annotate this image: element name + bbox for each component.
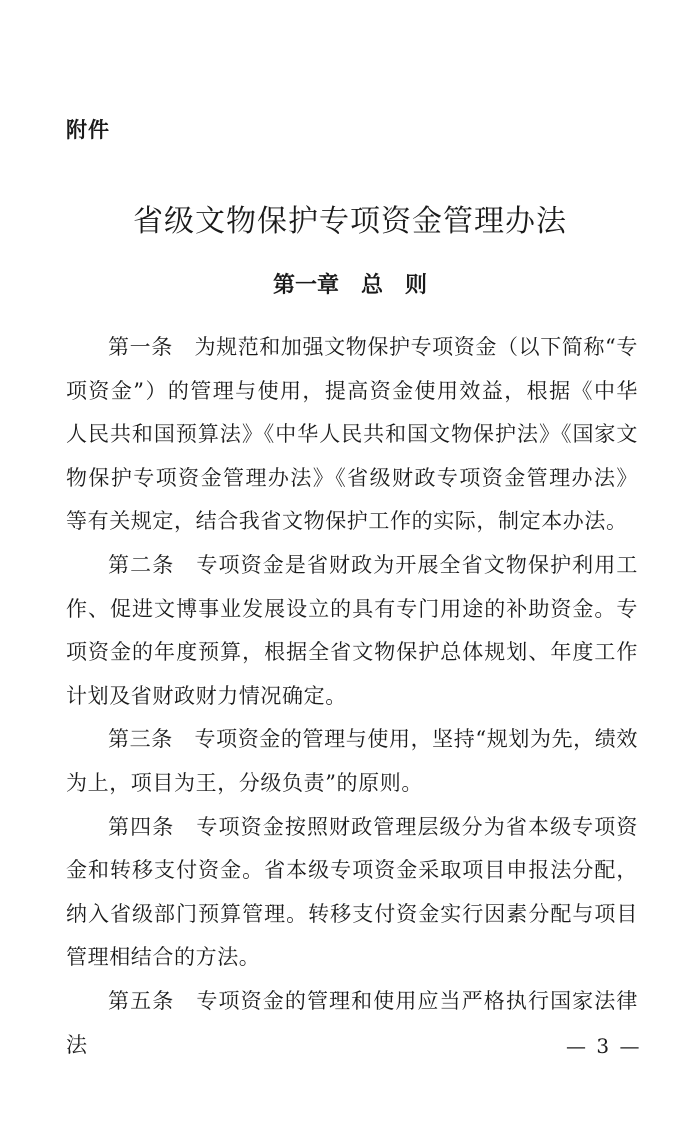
article-label: 第四条 — [108, 814, 175, 839]
article-label: 第五条 — [108, 988, 175, 1013]
article-text: 专项资金的管理和使用应当严格执行国家法律法 — [66, 988, 638, 1057]
page-number: — 3 — — [566, 1034, 642, 1058]
article-label: 第三条 — [108, 727, 173, 752]
document-title: 省级文物保护专项资金管理办法 — [133, 204, 567, 239]
article-5 — [66, 980, 638, 1067]
article-label: 第二条 — [108, 552, 175, 577]
article-2 — [66, 544, 638, 718]
article-text: 专项资金的管理与使用，坚持“规划为先，绩效为上，项目为王，分级负责”的原则。 — [66, 727, 638, 795]
article-text: 为规范和加强文物保护专项资金（以下简称“专项资金”）的管理与使用，提高资金使用效益，根据《中华人民共和国预算法》《中华人民共和国文物保护法》《国家文物保护专项资金管理办法》《省级财政专项资金管理办法》等有关规定，结合我省文物保护工作的实际，制定本办法。 — [66, 335, 638, 534]
chapter-heading: 第一章 总 则 — [272, 273, 427, 298]
article-label: 第一条 — [108, 335, 173, 359]
article-text: 专项资金按照财政管理层级分为省本级专项资金和转移支付资金。省本级专项资金采取项目申报法分配，纳入省级部门预算管理。转移支付资金实行因素分配与项目管理相结合的方法。 — [66, 814, 638, 970]
article-text: 专项资金是省财政为开展全省文物保护利用工作、促进文博事业发展设立的具有专门用途的补助资金。专项资金的年度预算，根据全省文物保护总体规划、年度工作计划及省财政财力情况确定。 — [66, 552, 638, 708]
document-body — [66, 326, 638, 1067]
attachment-label: 附件 — [66, 118, 110, 142]
article-4 — [66, 806, 638, 980]
article-3 — [66, 718, 638, 805]
article-1 — [66, 326, 638, 544]
